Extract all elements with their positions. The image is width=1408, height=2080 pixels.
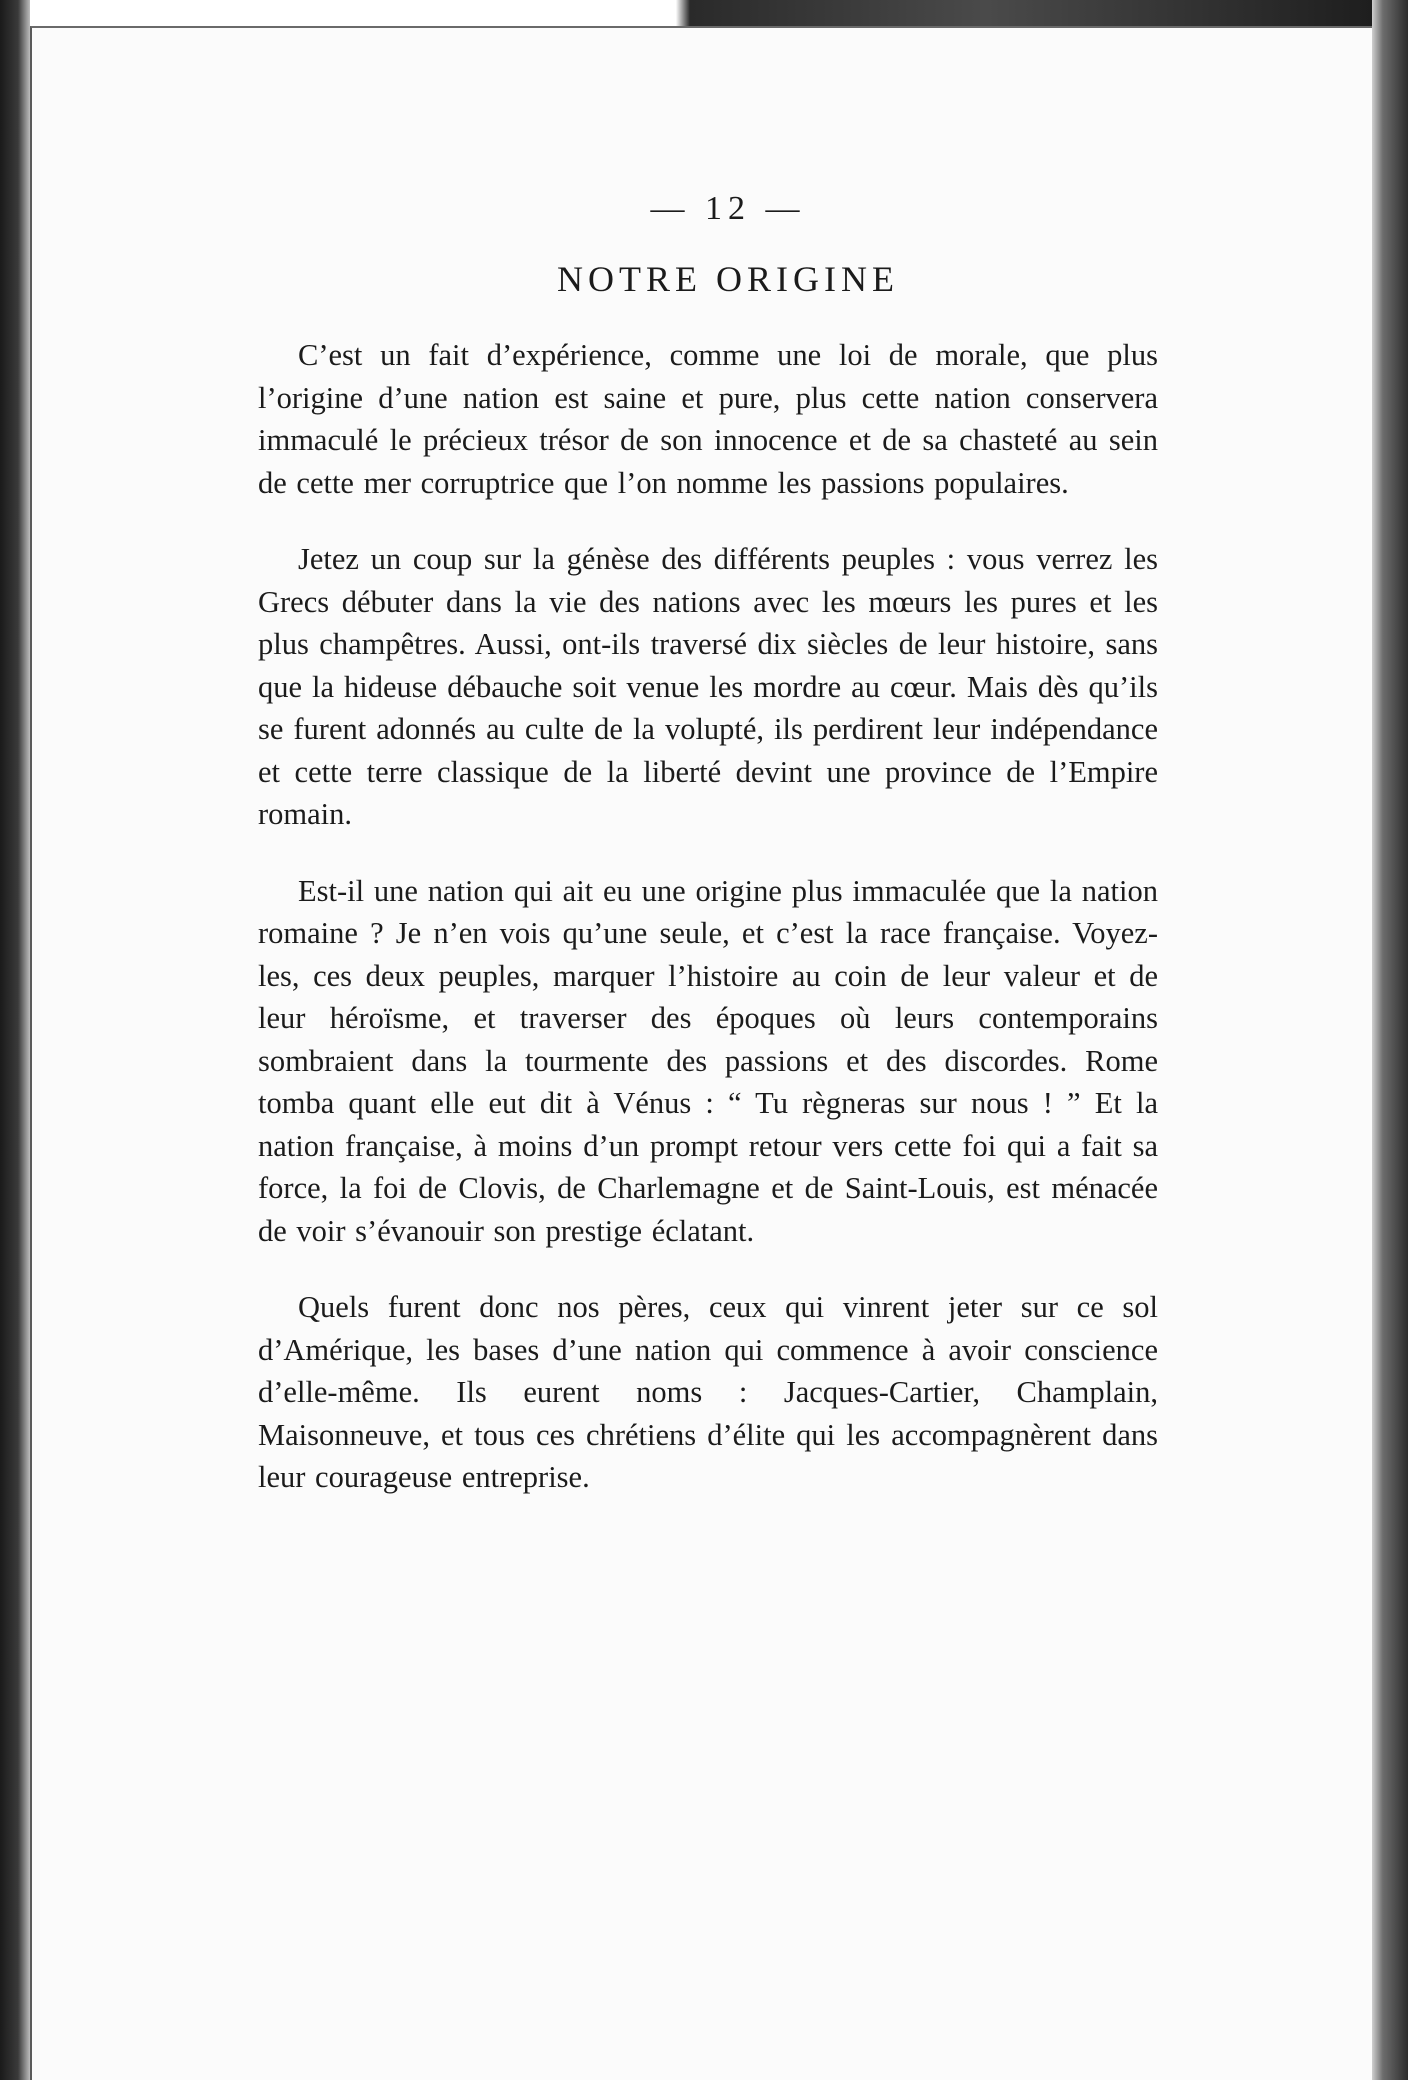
page-text-block: [258, 190, 1158, 1533]
paragraph-3: Est-il une nation qui ait eu une origine plus immaculée que la nation romaine ? Je n’en vois qu’une seule, et c’est la race française. Voyez-les, ces deux peuples, marquer l’histoire au coin de leur valeur et de leur héroïsme, et traverser des époques où leurs contemporains sombraient dans la tourmente des passions et des discordes. Rome tomba quant elle eut dit à Vénus : “ Tu règneras sur nous ! ” Et la nation française, à moins d’un prompt retour vers cette foi qui a fait sa force, la foi de Clovis, de Charlemagne et de Saint-Louis, est ménacée de voir s’évanouir son prestige éclatant.: [258, 873, 1158, 1248]
scanner-edge-left: [0, 0, 30, 2080]
page-number: — 12 —: [650, 190, 806, 227]
paragraph-1: C’est un fait d’expérience, comme une loi de morale, que plus l’origine d’une nation est saine et pure, plus cette nation conservera immaculé le précieux trésor de son innocence et de sa chasteté au sein de cette mer corruptrice que l’on nomme les passions populaires.: [258, 338, 1158, 500]
paragraph-4: Quels furent donc nos pères, ceux qui vinrent jeter sur ce sol d’Amérique, les bases d’une nation qui commence à avoir conscience d’elle-même. Ils eurent noms : Jacques-Cartier, Champlain, Maisonneuve, et tous ces chrétiens d’élite qui les accompagnèrent dans leur courageuse entreprise.: [258, 1290, 1158, 1494]
scanner-edge-right: [1372, 0, 1408, 2080]
scanner-edge-top: [0, 0, 1408, 26]
page-heading: NOTRE ORIGINE: [557, 259, 899, 299]
paragraph-2: Jetez un coup sur la génèse des différents peuples : vous verrez les Grecs débuter dans la vie des nations avec les mœurs les pures et les plus champêtres. Aussi, ont-ils traversé dix siècles de leur histoire, sans que la hideuse débauche soit venue les mordre au cœur. Mais dès qu’ils se furent adonnés au culte de la volupté, ils perdirent leur indépendance et cette terre classique de la liberté devint une province de l’Empire romain.: [258, 542, 1158, 831]
